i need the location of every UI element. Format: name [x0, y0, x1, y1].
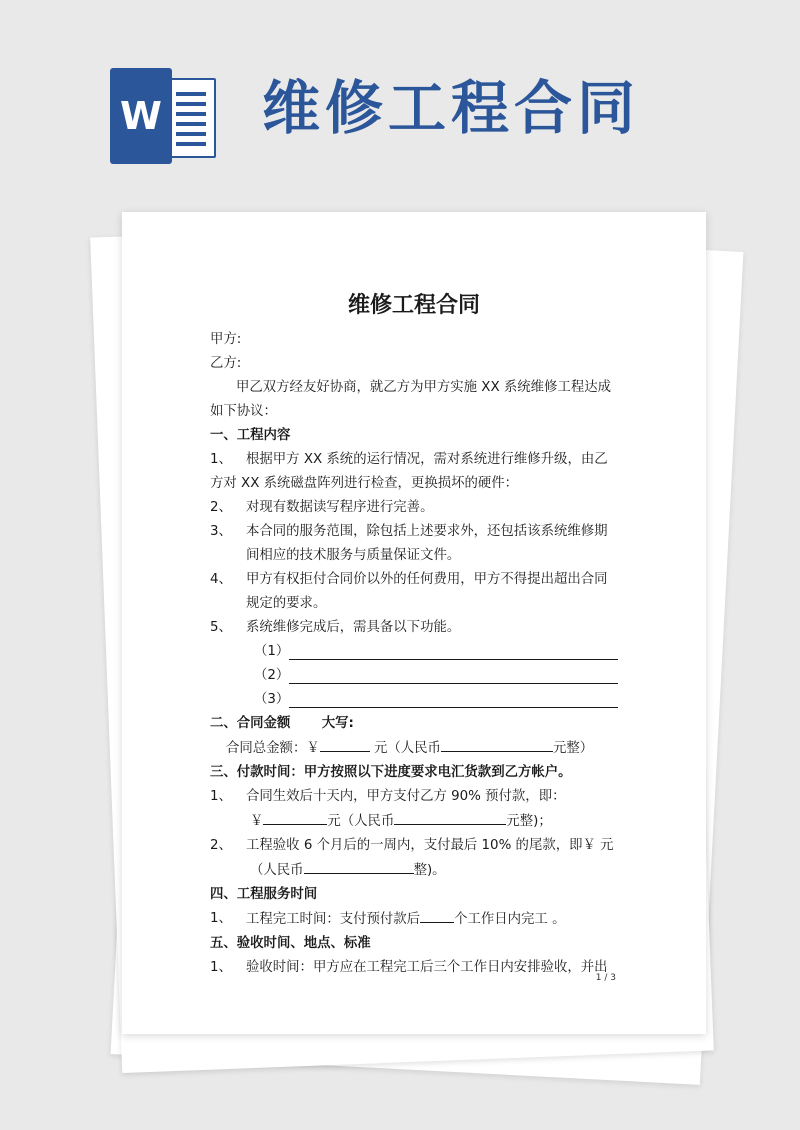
party-b-label: 乙方:	[210, 356, 242, 371]
section-5-heading: 五、验收时间、地点、标准	[210, 936, 371, 951]
item-line: 本合同的服务范围，除包括上述要求外，还包括该系统维修期	[246, 524, 608, 539]
function-label: （2）	[254, 668, 290, 683]
party-a-label: 甲方:	[210, 332, 242, 347]
total-suffix: 元整）	[552, 741, 594, 756]
completion-suffix: 个工作日内完工 。	[454, 912, 566, 927]
yen-sign: ￥	[250, 814, 264, 829]
intro-line-1: 甲乙双方经友好协商，就乙方为甲方实施 XX 系统维修工程达成	[236, 380, 612, 395]
item-text: 合同生效后十天内，甲方支付乙方 90% 预付款，即：	[246, 789, 566, 804]
function-blank-3	[210, 688, 618, 712]
blank-line	[441, 736, 553, 752]
list-item	[210, 520, 618, 568]
rmb-label: （人民币	[250, 863, 304, 878]
final-payment-line	[210, 858, 618, 883]
yuan-suffix: 元整)；	[506, 814, 552, 829]
list-item	[210, 785, 618, 809]
blank-line	[420, 907, 454, 923]
daxie-label: 大写:	[321, 716, 354, 731]
section-2-title: 二、合同金额	[210, 716, 291, 731]
item-continuation: 方对 XX 系统磁盘阵列进行检查，更换损坏的硬件：	[210, 476, 519, 491]
completion-text: 工程完工时间：支付预付款后	[246, 912, 421, 927]
list-item	[210, 496, 618, 520]
document-title: 维修工程合同	[347, 293, 480, 318]
list-item	[210, 956, 618, 980]
section-4-heading: 四、工程服务时间	[210, 887, 318, 902]
list-item	[210, 616, 618, 640]
page-number: 1 / 3	[595, 973, 616, 983]
document-page	[122, 212, 706, 1034]
section-1-heading: 一、工程内容	[210, 428, 291, 443]
item-number: 2、	[210, 838, 232, 853]
item-number: 4、	[210, 572, 232, 587]
document-body	[210, 328, 618, 980]
blank-line	[304, 858, 414, 874]
total-amount-line	[210, 736, 618, 761]
item-number: 2、	[210, 500, 232, 515]
blank-line	[263, 809, 327, 825]
list-item	[210, 907, 618, 932]
fill-in-line	[289, 690, 618, 708]
function-blank-2	[210, 664, 618, 688]
item-text	[246, 448, 618, 472]
item-text: 验收时间：甲方应在工程完工后三个工作日内安排验收，并出	[246, 960, 608, 975]
intro-line-2: 如下协议：	[210, 404, 277, 419]
item-number: 1、	[210, 960, 232, 975]
section-3-heading: 三、付款时间：甲方按照以下进度要求电汇货款到乙方帐户。	[210, 765, 572, 780]
word-icon	[110, 68, 214, 164]
function-label: （3）	[254, 692, 290, 707]
blank-line	[320, 736, 370, 752]
item-text	[246, 907, 618, 932]
function-label: （1）	[254, 644, 290, 659]
zheng-suffix: 整)。	[413, 863, 446, 878]
list-item	[210, 448, 618, 472]
total-mid: 元（人民币	[374, 741, 441, 756]
total-prefix: 合同总金额：￥	[226, 741, 320, 756]
item-line: 根据甲方 XX 系统的运行情况，需对系统进行维修升级，由乙	[246, 452, 608, 467]
rmb-label: 元（人民币	[327, 814, 395, 829]
payment-amount-line	[210, 809, 618, 834]
item-number: 5、	[210, 620, 232, 635]
item-text: 工程验收 6 个月后的一周内，支付最后 10% 的尾款，即￥ 元	[246, 838, 614, 853]
item-line: 规定的要求。	[246, 596, 327, 611]
item-line: 甲方有权拒付合同价以外的任何费用，甲方不得提出超出合同	[246, 572, 608, 587]
item-text	[246, 568, 618, 616]
banner-title: 维修工程合同	[262, 74, 641, 142]
section-2-heading	[210, 712, 618, 736]
function-blank-1	[210, 640, 618, 664]
item-text: 系统维修完成后，需具备以下功能。	[246, 620, 461, 635]
list-item	[210, 834, 618, 858]
item-text	[246, 520, 618, 568]
fill-in-line	[289, 642, 618, 660]
item-number: 3、	[210, 524, 232, 539]
item-number: 1、	[210, 789, 232, 804]
item-number: 1、	[210, 452, 232, 467]
item-number: 1、	[210, 911, 232, 926]
item-line: 间相应的技术服务与质量保证文件。	[246, 548, 461, 563]
list-item	[210, 568, 618, 616]
blank-line	[394, 809, 506, 825]
item-text: 对现有数据读写程序进行完善。	[246, 500, 434, 515]
word-logo-letter: W	[110, 68, 172, 164]
fill-in-line	[289, 666, 618, 684]
